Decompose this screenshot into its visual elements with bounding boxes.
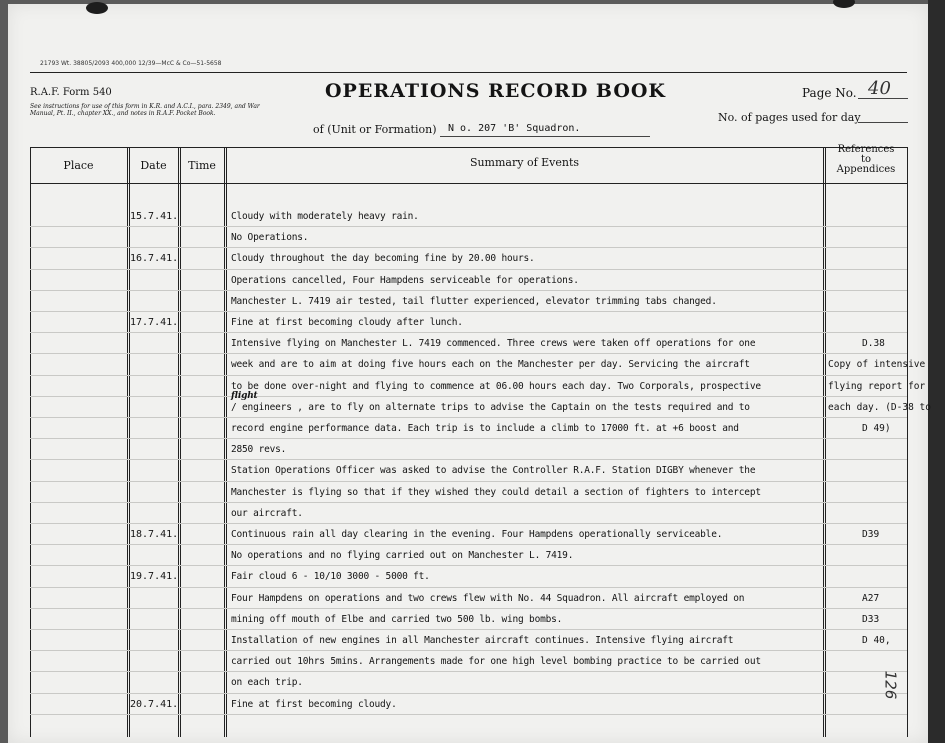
- entry-date: 18.7.41.: [130, 529, 179, 540]
- time-summary-divider: [224, 147, 227, 737]
- references-header-line3: Appendices: [836, 164, 896, 175]
- unit-underline: [440, 136, 650, 137]
- row-rule: [30, 523, 907, 524]
- table-left-border: [30, 147, 31, 737]
- row-rule: [30, 565, 907, 566]
- entry-summary: carried out 10hrs 5mins. Arrangements made for one high level bombing practice to be carried out: [231, 656, 761, 668]
- row-rule: [30, 332, 907, 333]
- row-rule: [30, 693, 907, 694]
- references-header-line2: to: [860, 154, 872, 165]
- place-date-divider: [127, 147, 130, 737]
- entry-summary: Intensive flying on Manchester L. 7419 commenced. Three crews were taken off operations for one: [231, 338, 756, 350]
- appendix-reference: A27: [862, 592, 880, 604]
- entry-summary: Manchester is flying so that if they wished they could detail a section of fighters to intercept: [231, 486, 761, 498]
- entry-summary: on each trip.: [231, 677, 303, 689]
- entry-date: 15.7.41.: [130, 211, 179, 222]
- entry-date: 19.7.41.: [130, 571, 179, 583]
- references-header-line1: References: [837, 144, 895, 155]
- row-rule: [30, 226, 907, 227]
- appendix-reference: D 40,: [862, 635, 891, 646]
- entry-summary: Four Hampdens on operations and two crews flew with No. 44 Squadron. All aircraft employed on: [231, 592, 745, 604]
- row-rule: [30, 608, 907, 609]
- appendix-reference: D.38: [862, 338, 885, 350]
- page-number-label: Page No.: [802, 86, 857, 100]
- unit-label: of (Unit or Formation): [313, 123, 437, 136]
- summary-references-divider: [823, 147, 826, 737]
- top-rule: [30, 72, 907, 73]
- unit-value: N o. 207 'B' Squadron.: [448, 123, 581, 134]
- entry-summary: Installation of new engines in all Manchester aircraft continues. Intensive flying aircraft: [231, 635, 734, 646]
- entry-summary: Fine at first becoming cloudy after lunch.: [231, 317, 463, 328]
- page-title: OPERATIONS RECORD BOOK: [325, 80, 666, 102]
- entry-date: 17.7.41.: [130, 317, 179, 328]
- row-rule: [30, 671, 907, 672]
- appendix-reference: D33: [862, 613, 880, 625]
- column-header-place: Place: [63, 159, 94, 172]
- entry-summary: week and are to aim at doing five hours each on the Manchester per day. Servicing the aircraft: [231, 359, 750, 371]
- flight-handwritten-note: flight: [231, 391, 258, 401]
- row-rule: [30, 269, 907, 270]
- row-rule: [30, 587, 907, 588]
- row-rule: [30, 290, 907, 291]
- entry-summary: Fine at first becoming cloudy.: [231, 698, 397, 710]
- entry-summary: Continuous rain all day clearing in the evening. Four Hampdens operationally serviceable.: [231, 529, 723, 540]
- row-rule: [30, 459, 907, 460]
- entry-summary: Station Operations Officer was asked to advise the Controller R.A.F. Station DIGBY whenever the: [231, 465, 756, 477]
- binder-edge: [928, 0, 945, 743]
- row-rule: [30, 417, 907, 418]
- entry-date: 20.7.41.: [130, 698, 179, 710]
- table-top-rule: [30, 147, 907, 148]
- column-header-date: Date: [140, 159, 167, 172]
- form-number: R.A.F. Form 540: [30, 87, 112, 98]
- row-rule: [30, 544, 907, 545]
- pages-used-underline: [858, 122, 908, 123]
- page-number-value: 40: [868, 78, 891, 99]
- punch-hole-left: [86, 2, 108, 14]
- row-rule: [30, 714, 907, 715]
- appendix-reference: Copy of intensive: [828, 359, 926, 371]
- row-rule: [30, 629, 907, 630]
- entry-summary: to be done over-night and flying to commence at 06.00 hours each day. Two Corporals, prospective: [231, 380, 761, 392]
- row-rule: [30, 650, 907, 651]
- appendix-reference: flying report for: [828, 380, 926, 392]
- entry-summary: No Operations.: [231, 232, 309, 244]
- entry-summary: mining off mouth of Elbe and carried two 500 lb. wing bombs.: [231, 613, 563, 625]
- entry-summary: Cloudy with moderately heavy rain.: [231, 211, 419, 222]
- row-rule: [30, 375, 907, 376]
- entry-summary: Cloudy throughout the day becoming fine by 20.00 hours.: [231, 253, 535, 265]
- column-header-summary: Summary of Events: [469, 156, 580, 169]
- row-rule: [30, 481, 907, 482]
- printer-line: 21793 Wt. 38805/2093 400,000 12/39—McC & Co—51-5658: [40, 60, 222, 67]
- entry-summary: Manchester L. 7419 air tested, tail flutter experienced, elevator trimming tabs changed.: [231, 295, 717, 307]
- entry-summary: our aircraft.: [231, 507, 303, 519]
- entry-summary: record engine performance data. Each trip is to include a climb to 17000 ft. at +6 boost and: [231, 423, 739, 434]
- entry-summary: 2850 revs.: [231, 444, 287, 456]
- column-header-references: [825, 145, 907, 175]
- appendix-reference: D39: [862, 529, 880, 540]
- margin-number: 126: [881, 670, 900, 700]
- row-rule: [30, 502, 907, 503]
- date-time-divider: [178, 147, 181, 737]
- pages-used-label: No. of pages used for day: [718, 111, 861, 124]
- row-rule: [30, 311, 907, 312]
- row-rule: [30, 353, 907, 354]
- row-rule: [30, 396, 907, 397]
- entry-summary: Fair cloud 6 - 10/10 3000 - 5000 ft.: [231, 571, 430, 583]
- entry-summary: / engineers , are to fly on alternate trips to advise the Captain on the tests required and to: [231, 401, 750, 413]
- entry-summary: Operations cancelled, Four Hampdens serviceable for operations.: [231, 274, 579, 286]
- entry-date: 16.7.41.: [130, 253, 179, 265]
- row-rule: [30, 438, 907, 439]
- page-number-underline: [858, 98, 908, 99]
- table-right-border: [907, 147, 908, 737]
- row-rule: [30, 247, 907, 248]
- entry-summary: No operations and no flying carried out on Manchester L. 7419.: [231, 550, 574, 562]
- column-header-time: Time: [188, 159, 216, 172]
- table-header-rule: [30, 183, 907, 184]
- appendix-reference: D 49): [862, 423, 891, 434]
- form-instructions: See instructions for use of this form in K.R. and A.C.I., para. 2349, and War Manual, Pt. II., chapter XX., and notes in R.A.F. Pocket Book.: [30, 103, 260, 117]
- appendix-reference: each day. (D-38 to: [828, 401, 931, 413]
